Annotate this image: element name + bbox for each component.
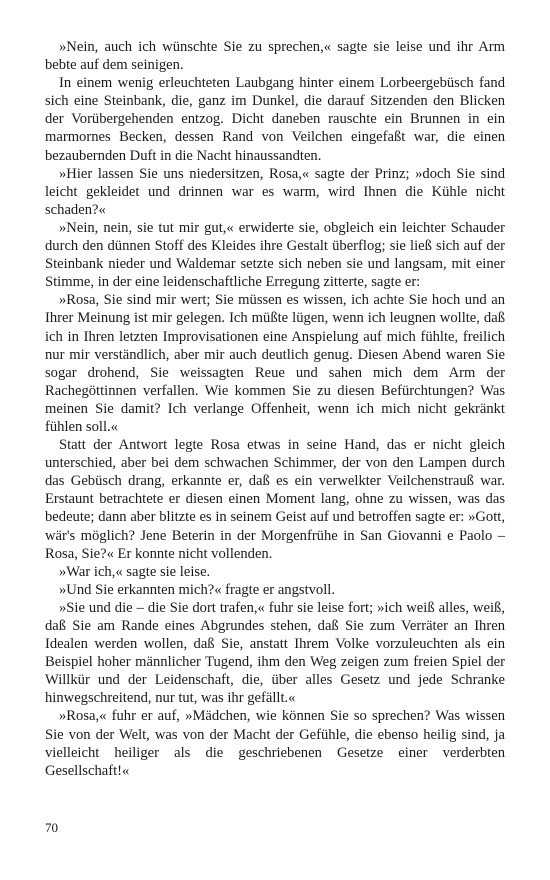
page-number: 70 <box>45 820 58 835</box>
paragraph-10: »Rosa,« fuhr er auf, »Mädchen, wie können Sie so sprechen? Was wissen Sie von der Welt, was von der Macht der Gefühle, die ebenso heilig sind, ja vielleicht heiliger als die geschriebenen Gesetze einer verderbten Gesellschaft!« <box>45 708 505 779</box>
paragraph-6: Statt der Antwort legte Rosa etwas in seine Hand, das er nicht gleich unterschied, aber bei dem schwachen Schimmer, der von den Lampen durch das Gebüsch drang, erkannte er, daß es ein verwelkter Veilchenstrauß war. Erstaunt betrachtete er diesen einen Moment lang, ohne zu wissen, was das bedeute; dann aber blitzte es in seinem Geist auf und betroffen sagte er: »Gott, wär's möglich? Jene Beterin in der Morgenfrühe in San Giovanni e Paolo – Rosa, Sie?« Er konnte nicht vollenden. <box>45 437 505 562</box>
paragraph-5: »Rosa, Sie sind mir wert; Sie müssen es wissen, ich achte Sie hoch und an Ihrer Meinung ist mir gelegen. Ich müßte lügen, wenn ich leugnen wollte, daß ich in Ihren letzten Improvisationen eine Anspielung auf mich fühlte, freilich nur mir verständlich, aber mir auch deutlich genug. Diesen Abend waren Sie sogar drohend, Sie weissagten Reue und sahen mich dem Arm der Rachegöttinnen verfallen. Wie kommen Sie zu diesen Befürchtungen? Was meinen Sie damit? Ich verlange Offenheit, wenn ich mich nicht gekränkt fühlen soll.« <box>45 292 505 435</box>
paragraph-8: »Und Sie erkannten mich?« fragte er angstvoll. <box>59 581 335 598</box>
paragraph-3: »Hier lassen Sie uns niedersitzen, Rosa,« sagte der Prinz; »doch Sie sind leicht gekleidet und drinnen war es warm, wird Ihnen die Kühle nicht schaden?« <box>45 165 505 218</box>
paragraph-2: In einem wenig erleuchteten Laubgang hinter einem Lorbeergebüsch fand sich eine Steinbank, die, ganz im Dunkel, die darauf Sitzenden den Blicken der Vorübergehenden entzog. Dicht daneben rauschte ein Brunnen in ein marmornes Becken, dessen Rand von Veilchen eingefaßt war, die einen bezaubernden Duft in die Nacht hinaussandten. <box>45 75 505 164</box>
body-text <box>45 38 505 780</box>
paragraph-7: »War ich,« sagte sie leise. <box>59 563 211 580</box>
paragraph-1: »Nein, auch ich wünschte Sie zu sprechen,« sagte sie leise und ihr Arm bebte auf dem seinigen. <box>45 39 505 74</box>
paragraph-9: »Sie und die – die Sie dort trafen,« fuhr sie leise fort; »ich weiß alles, weiß, daß Sie am Rande eines Abgrundes stehen, daß Sie zum Verräter an Ihren Idealen werden wollen, daß Sie, anstatt Ihrem Volke vorzuleuchten als ein Beispiel hoher männlicher Tugend, ihm den Weg zeigen zum freien Spiel der Willkür und der Leidenschaft, die, über alles Gesetz und jede Schranke hinwegschreitend, nur tut, was ihr gefällt.« <box>45 599 505 707</box>
paragraph-4: »Nein, nein, sie tut mir gut,« erwiderte sie, obgleich ein leichter Schauder durch den dünnen Stoff des Kleides ihre Gestalt überflog; sie ließ sich auf der Steinbank nieder und Waldemar setzte sich neben sie und langsam, mit einer Stimme, in der eine leidenschaftliche Erregung zitterte, sagte er: <box>45 219 505 291</box>
